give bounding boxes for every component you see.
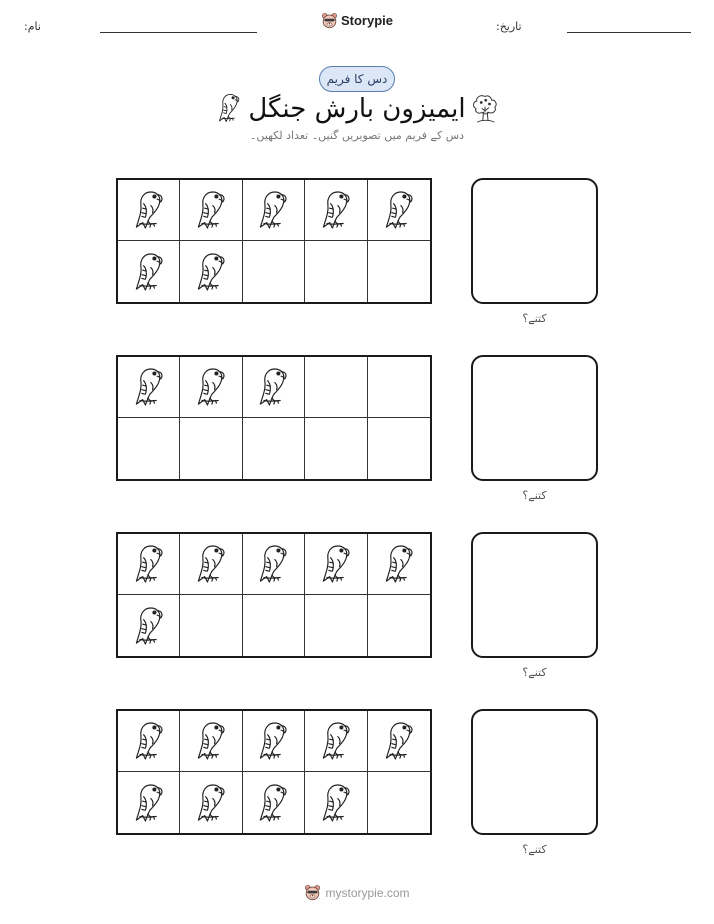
frame-cell [243, 772, 305, 833]
parrot-icon [131, 779, 167, 827]
parrot-icon [131, 186, 167, 234]
how-many-label: کتنے؟ [522, 666, 547, 679]
frame-cell [180, 534, 242, 595]
parrot-icon [193, 248, 229, 296]
parrot-icon [381, 540, 417, 588]
frame-cell [180, 772, 242, 833]
frame-cell [368, 357, 430, 418]
ten-frame [116, 178, 432, 304]
frame-cell [243, 241, 305, 302]
ten-frame [116, 355, 432, 481]
frame-cell [118, 180, 180, 241]
parrot-icon [318, 186, 354, 234]
frame-cell [305, 241, 367, 302]
storypie-bear-icon [321, 12, 338, 29]
ten-frame-badge: دس کا فریم [319, 66, 395, 92]
frame-cell [368, 595, 430, 656]
frame-cell [180, 241, 242, 302]
frame-cell [368, 711, 430, 772]
ten-frame [116, 709, 432, 835]
frame-cell [305, 357, 367, 418]
parrot-icon [255, 779, 291, 827]
parrot-icon [381, 186, 417, 234]
frame-cell [118, 772, 180, 833]
frame-cell [118, 595, 180, 656]
storypie-bear-icon [304, 884, 321, 901]
frame-cell [305, 772, 367, 833]
parrot-icon [318, 717, 354, 765]
parrot-icon [131, 717, 167, 765]
how-many-label: کتنے؟ [522, 843, 547, 856]
parrot-icon [193, 186, 229, 234]
frame-cell [180, 595, 242, 656]
parrot-icon [131, 248, 167, 296]
name-line[interactable] [100, 32, 257, 33]
parrot-icon [255, 540, 291, 588]
frame-cell [118, 534, 180, 595]
parrot-icon [318, 779, 354, 827]
frame-cell [243, 534, 305, 595]
answer-box[interactable] [471, 355, 598, 481]
frame-cell [118, 711, 180, 772]
how-many-label: کتنے؟ [522, 489, 547, 502]
name-label: نام: [24, 20, 41, 33]
frame-cell [305, 418, 367, 479]
parrot-icon [255, 363, 291, 411]
parrot-icon [131, 602, 167, 650]
parrot-icon [255, 186, 291, 234]
frame-cell [180, 418, 242, 479]
parrot-icon [131, 363, 167, 411]
how-many-label: کتنے؟ [522, 312, 547, 325]
frame-cell [118, 418, 180, 479]
frame-cell [180, 180, 242, 241]
frame-cell [243, 595, 305, 656]
frame-cell [118, 357, 180, 418]
answer-box[interactable] [471, 532, 598, 658]
ten-frame [116, 532, 432, 658]
frame-cell [368, 241, 430, 302]
answer-box[interactable] [471, 709, 598, 835]
frame-cell [368, 418, 430, 479]
frame-cell [305, 534, 367, 595]
footer [0, 884, 714, 901]
frame-cell [243, 418, 305, 479]
instructions: دس کے فریم میں تصویریں گنیں۔ تعداد لکھیں۔ [249, 129, 465, 142]
page-title: ایمیزون بارش جنگل [248, 94, 466, 124]
frame-cell [368, 180, 430, 241]
parrot-icon [193, 363, 229, 411]
frame-cell [243, 357, 305, 418]
parrot-icon [193, 779, 229, 827]
frame-cell [180, 711, 242, 772]
frame-cell [305, 180, 367, 241]
frame-cell [368, 772, 430, 833]
frame-cell [118, 241, 180, 302]
frame-cell [368, 534, 430, 595]
parrot-icon [193, 540, 229, 588]
frame-cell [243, 711, 305, 772]
frame-cell [180, 357, 242, 418]
frame-cell [305, 595, 367, 656]
date-line[interactable] [567, 32, 691, 33]
footer-url[interactable]: mystorypie.com [325, 885, 410, 900]
brand-name: Storypie [340, 13, 393, 28]
frame-cell [305, 711, 367, 772]
parrot-icon [381, 717, 417, 765]
date-label: تاریخ: [496, 20, 522, 33]
parrot-icon [318, 540, 354, 588]
parrot-icon [255, 717, 291, 765]
frame-cell [243, 180, 305, 241]
parrot-icon [131, 540, 167, 588]
answer-box[interactable] [471, 178, 598, 304]
parrot-icon [193, 717, 229, 765]
brand-logo [0, 12, 714, 29]
